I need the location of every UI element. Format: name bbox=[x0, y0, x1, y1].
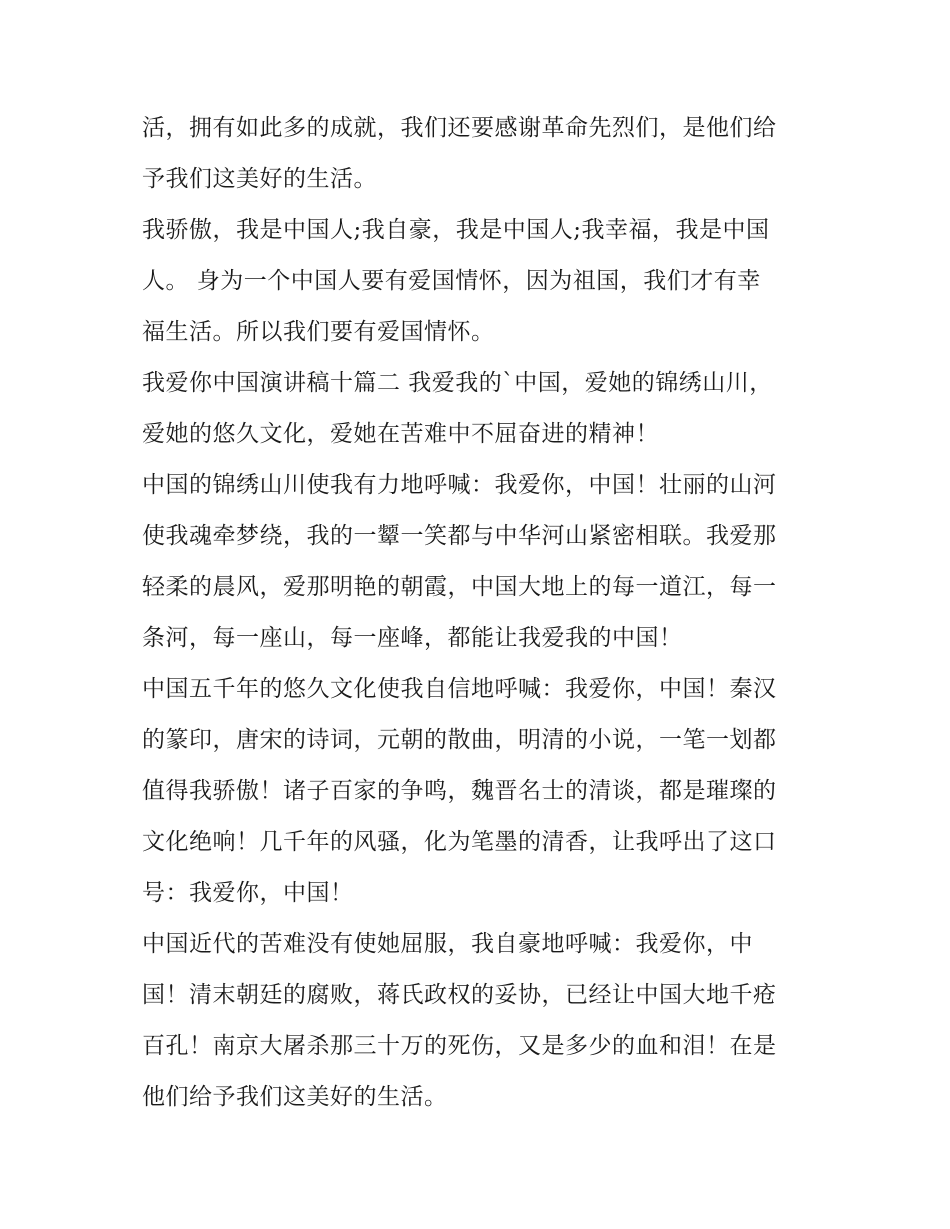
text-line-6: 我爱你中国演讲稿十篇二 我爱我的`中国，爱她的锦绣山川， bbox=[142, 370, 773, 396]
text-line-4: 人。 身为一个中国人要有爱国情怀，因为祖国，我们才有幸 bbox=[142, 268, 761, 294]
text-line-1: 活，拥有如此多的成就，我们还要感谢革命先烈们，是他们给 bbox=[142, 115, 777, 141]
text-line-15: 文化绝响！几千年的风骚，化为笔墨的清香，让我呼出了这口 bbox=[142, 829, 777, 855]
text-line-7: 爱她的悠久文化，爱她在苦难中不屈奋进的精神！ bbox=[142, 421, 659, 447]
text-line-20: 他们给予我们这美好的生活。 bbox=[142, 1084, 448, 1110]
text-line-8: 中国的锦绣山川使我有力地呼喊：我爱你，中国！壮丽的山河 bbox=[142, 472, 777, 498]
text-line-19: 百孔！南京大屠杀那三十万的死伤，又是多少的血和泪！在是 bbox=[142, 1033, 777, 1059]
text-line-16: 号：我爱你，中国！ bbox=[142, 880, 354, 906]
text-line-5: 福生活。所以我们要有爱国情怀。 bbox=[142, 319, 495, 345]
text-line-2: 予我们这美好的生活。 bbox=[142, 166, 377, 192]
text-line-17: 中国近代的苦难没有使她屈服，我自豪地呼喊：我爱你，中 bbox=[142, 931, 753, 957]
text-line-12: 中国五千年的悠久文化使我自信地呼喊：我爱你，中国！秦汉 bbox=[142, 676, 777, 702]
text-line-10: 轻柔的晨风，爱那明艳的朝霞，中国大地上的每一道江，每一 bbox=[142, 574, 777, 600]
document-body bbox=[142, 103, 822, 1123]
text-line-9: 使我魂牵梦绕，我的一颦一笑都与中华河山紧密相联。我爱那 bbox=[142, 523, 777, 549]
text-line-13: 的篆印，唐宋的诗词，元朝的散曲，明清的小说，一笔一划都 bbox=[142, 727, 777, 753]
text-line-14: 值得我骄傲！诸子百家的争鸣，魏晋名士的清谈，都是璀璨的 bbox=[142, 778, 777, 804]
text-line-3: 我骄傲，我是中国人;我自豪，我是中国人;我幸福，我是中国 bbox=[142, 217, 770, 243]
text-line-11: 条河，每一座山，每一座峰，都能让我爱我的中国！ bbox=[142, 625, 683, 651]
text-line-18: 国！清末朝廷的腐败，蒋氏政权的妥协，已经让中国大地千疮 bbox=[142, 982, 777, 1008]
